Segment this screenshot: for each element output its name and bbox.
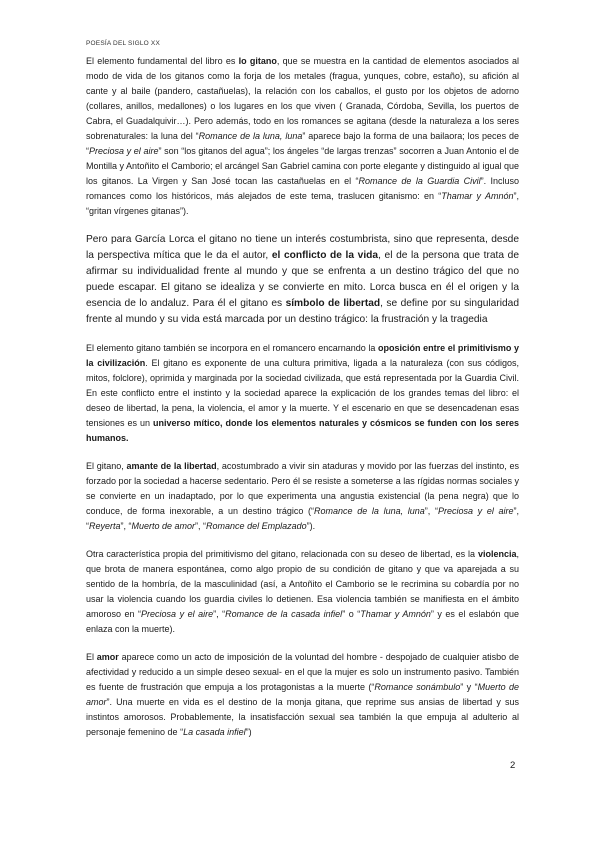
bold-phrase: amor bbox=[96, 652, 119, 662]
italic-title: Romance del Emplazado bbox=[206, 521, 307, 531]
italic-title: Romance de la Guardia Civil bbox=[358, 176, 481, 186]
text-run: ”. Incluso romances como los históricos, más alejados de este tema, traslucen gitanismo: en “ bbox=[86, 176, 520, 201]
bold-phrase: lo gitano bbox=[238, 56, 277, 66]
text-run: ” o “ bbox=[342, 609, 361, 619]
text-run: . El gitano es exponente de una cultura primitiva, ligada a la naturaleza (con sus códigos, mitos, folclore), oprimida y marginada por la sociedad civilizada, que está representada por la Guardia Civil. En este conflicto entre el instinto y la sociedad aparece la explicación de los grandes temas del libro: el deseo de libertad, la pena, la violencia, el amor y la muerte. Y el escenario en que se desencadenan esas tensiones es un bbox=[86, 358, 519, 428]
italic-title: Muerto de amor bbox=[86, 682, 519, 707]
text-run: , que brota de manera espontánea, como algo propio de su condición de gitano y que va aparejada a su sentido de la hombría, de la masculinidad (así, a Antoñito el Camborio se le recrimina su cobardía por no usar la violencia cuando los guardia civiles lo detienen. Esa violencia también se manifiesta en el ámbito amoroso en “ bbox=[86, 549, 519, 619]
paragraph-conflict-of-life bbox=[86, 232, 519, 328]
bold-phrase: símbolo de libertad bbox=[285, 298, 381, 309]
text-run: , que se muestra en la cantidad de elementos asociados al modo de vida de los gitanos como la forja de los metales (fragua, yunques, cobre, estaño), su afición al cante y al baile (pandero, castañuelas), la relación con los caballos, el gusto por los objetos de adorno (collares, anillos, medallones) o los lugares en los que viven ( Granada, Córdoba, Sevilla, los puertos de Cabra, el Guadalquivir…). Pero además, todo en los romances se agitana (desde la naturaleza a los seres sobrenaturales: la luna del “ bbox=[86, 56, 519, 141]
text-run: ”, “gritan vírgenes gitanas”). bbox=[86, 191, 519, 216]
italic-title: Romance de la luna, luna bbox=[198, 131, 303, 141]
italic-title: Reyerta bbox=[89, 521, 121, 531]
text-run: , acostumbrado a vivir sin ataduras y movido por las fuerzas del instinto, es forzado por la sociedad a hacerse sedentario. Pero él se resiste a someterse a las rígidas normas sociales y se convierte en un inadaptado, por lo que experimenta una angustia existencial (la pena negra) que lo conduce, de forma inexorable, a un destino trágico (“ bbox=[86, 461, 519, 516]
bold-phrase: el conflicto de la vida bbox=[271, 250, 379, 261]
bold-phrase: amante de la libertad bbox=[126, 461, 217, 471]
italic-title: Thamar y Amnón bbox=[360, 609, 431, 619]
text-run: Pero para García Lorca el gitano no tiene un interés costumbrista, sino que representa, desde la perspectiva mítica que le da el autor, bbox=[86, 234, 519, 261]
text-run: ”, “ bbox=[86, 506, 520, 531]
bold-phrase: universo mítico, donde los elementos naturales y cósmicos se funden con los seres humanos. bbox=[86, 418, 519, 443]
text-run: El elemento fundamental del libro es bbox=[86, 56, 239, 66]
paragraph-violence bbox=[86, 547, 519, 637]
italic-title: Romance de la luna, luna bbox=[314, 506, 425, 516]
bold-phrase: violencia bbox=[477, 549, 517, 559]
text-run: ” y es el eslabón que enlaza con la muerte). bbox=[86, 609, 519, 634]
italic-title: La casada infiel bbox=[183, 727, 246, 737]
text-run: , se define por su singularidad frente al mundo y su vida está marcada por un destino trágico: la frustración y la tragedia bbox=[86, 298, 519, 325]
paragraph-love bbox=[86, 650, 519, 740]
text-run: El bbox=[86, 652, 97, 662]
paragraph-love-of-freedom bbox=[86, 459, 519, 534]
italic-title: Preciosa y el aire bbox=[437, 506, 514, 516]
text-run: ”, “ bbox=[213, 609, 226, 619]
text-run: ” aparece bajo la forma de una bailaora; los peces de “ bbox=[86, 131, 519, 156]
paragraph-primitivism-civilization bbox=[86, 341, 519, 446]
text-run: Otra característica propia del primitivismo del gitano, relacionada con su deseo de libertad, es la bbox=[86, 549, 478, 559]
text-run: ”) bbox=[245, 727, 252, 737]
page-number: 2 bbox=[510, 760, 516, 771]
text-run: aparece como un acto de imposición de la voluntad del hombre - despojado de cualquier atisbo de afectividad y reducido a un simple deseo sexual- en el que la mujer es solo un instrumento pasivo. También es fuente de frustración que empuja a los protagonistas a la muerte (“ bbox=[86, 652, 519, 692]
bold-phrase: oposición entre el primitivismo y la civilización bbox=[86, 343, 519, 368]
text-run: El elemento gitano también se incorpora en el romancero encarnando la bbox=[86, 343, 378, 353]
text-run: ”). bbox=[306, 521, 316, 531]
text-run: El gitano, bbox=[86, 461, 127, 471]
italic-title: Preciosa y el aire bbox=[141, 609, 214, 619]
italic-title: Thamar y Amnón bbox=[441, 191, 514, 201]
running-header: POESÍA DEL SIGLO XX bbox=[86, 40, 161, 47]
body-text bbox=[86, 54, 519, 753]
text-run: ”, “ bbox=[424, 506, 438, 516]
paragraph-gitano-elements bbox=[86, 54, 519, 219]
text-run: ”, “ bbox=[195, 521, 207, 531]
italic-title: Romance de la casada infiel bbox=[225, 609, 343, 619]
italic-title: Romance sonámbulo bbox=[374, 682, 461, 692]
text-run: , el de la persona que trata de afirmar su individualidad frente al mundo y que se enfrenta a un destino trágico del que no puede escapar. El gitano se idealiza y se convierte en mito. Lorca busca en él el origen y la esencia de lo andaluz. Para él el gitano es bbox=[86, 250, 519, 309]
text-run: ”. Una muerte en vida es el destino de la monja gitana, que reprime sus ansias de libertad y sus instintos amorosos. Probablemente, la insatisfacción sexual sea también la que empuja al adulterio al personaje femenino de “ bbox=[86, 697, 519, 737]
text-run: ” y “ bbox=[460, 682, 478, 692]
italic-title: Preciosa y el aire bbox=[89, 146, 159, 156]
text-run: ”, “ bbox=[120, 521, 132, 531]
italic-title: Muerto de amor bbox=[131, 521, 196, 531]
text-run: ” son “los gitanos del agua”; los ángeles “de largas trenzas” socorren a Juan Antonio el de Montilla y Antoñito el Camborio; el arcángel San Gabriel camina con porte elegante y distinguido al igual que los gitanos. La Virgen y San José tocan las castañuelas en el “ bbox=[86, 146, 519, 186]
